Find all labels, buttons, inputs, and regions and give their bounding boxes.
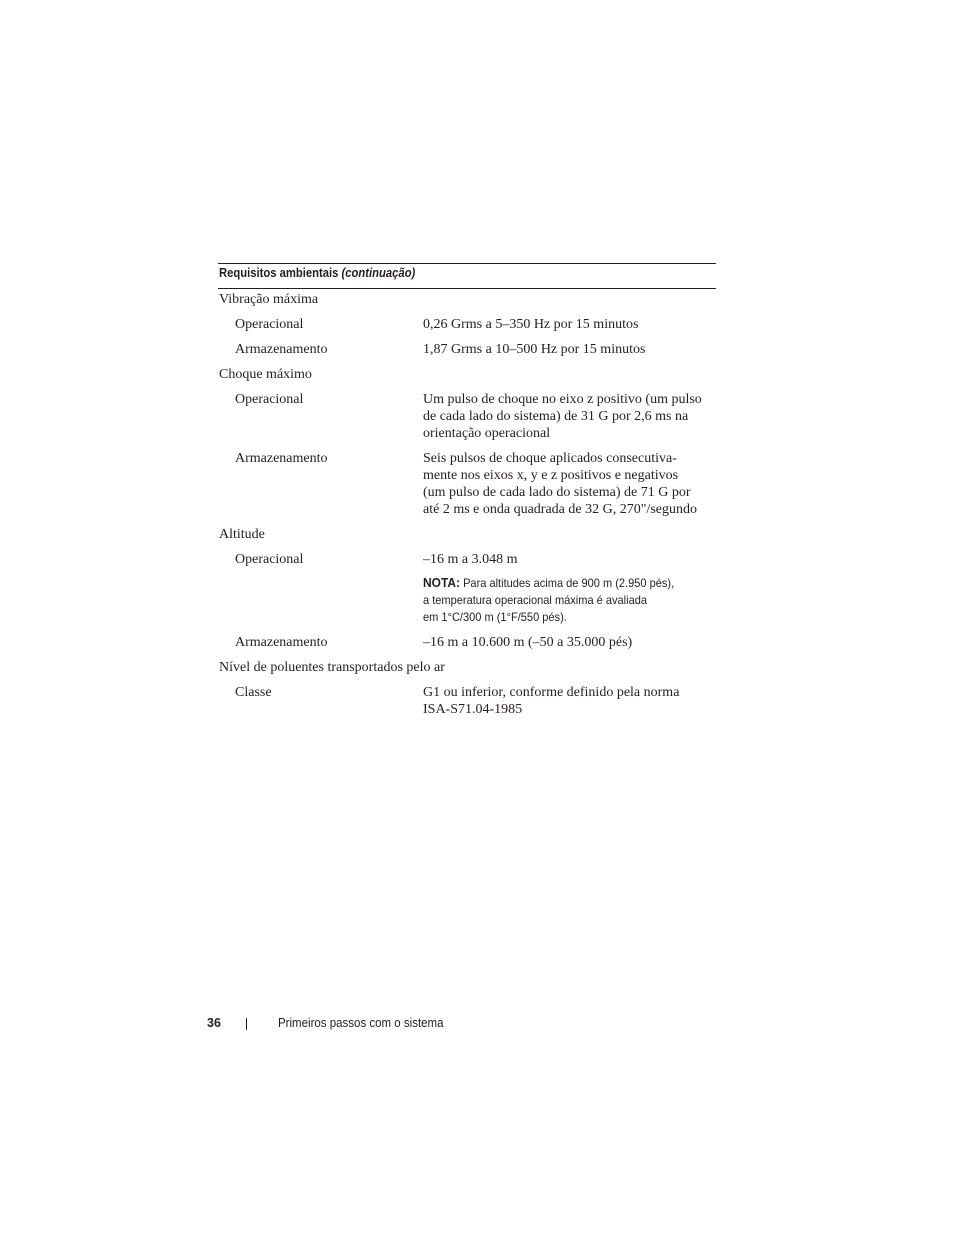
- footer-divider: [246, 1018, 247, 1030]
- section-title: Primeiros passos com o sistema: [278, 1016, 444, 1030]
- shock-storage-line: mente nos eixos x, y e z positivos e negativos: [423, 468, 679, 483]
- shock-storage-line: Seis pulsos de choque aplicados consecutiva-: [423, 451, 677, 466]
- airborne-group-label: Nível de poluentes transportados pelo ar: [219, 660, 445, 675]
- altitude-storage-label: Armazenamento: [235, 635, 328, 650]
- altitude-operational-label: Operacional: [235, 552, 304, 567]
- shock-group-label: Choque máximo: [219, 367, 312, 382]
- shock-storage-line: até 2 ms e onda quadrada de 32 G, 270"/segundo: [423, 502, 697, 517]
- airborne-class-label: Classe: [235, 685, 272, 700]
- shock-operational-value: [423, 391, 718, 442]
- vibration-group-label: Vibração máxima: [219, 292, 319, 307]
- table-title-suffix: (continuação): [341, 266, 416, 280]
- altitude-storage-value: –16 m a 10.600 m (–50 a 35.000 pés): [423, 635, 633, 650]
- vibration-storage-value: 1,87 Grms a 10–500 Hz por 15 minutos: [423, 342, 646, 357]
- vibration-storage-label: Armazenamento: [235, 342, 328, 357]
- vibration-operational-value: 0,26 Grms a 5–350 Hz por 15 minutos: [423, 317, 639, 332]
- note-line: a temperatura operacional máxima é avaliada: [423, 593, 647, 607]
- page-number: 36: [207, 1016, 221, 1030]
- airborne-class-line: G1 ou inferior, conforme definido pela norma: [423, 685, 680, 700]
- airborne-class-value: [423, 684, 718, 718]
- shock-operational-line: orientação operacional: [423, 426, 551, 441]
- shock-operational-line: de cada lado do sistema) de 31 G por 2,6 ms na: [423, 409, 689, 424]
- altitude-operational-value: –16 m a 3.048 m: [423, 552, 518, 567]
- shock-operational-line: Um pulso de choque no eixo z positivo (um pulso: [423, 392, 702, 407]
- shock-storage-label: Armazenamento: [235, 451, 328, 466]
- shock-operational-label: Operacional: [235, 392, 304, 407]
- note-line: [423, 574, 674, 592]
- note-label: NOTA:: [423, 575, 460, 590]
- table-title: [219, 266, 415, 280]
- altitude-note: [423, 574, 696, 626]
- note-text: Para altitudes acima de 900 m (2.950 pés),: [463, 576, 675, 590]
- table-title-text: Requisitos ambientais: [219, 266, 339, 280]
- shock-storage-line: (um pulso de cada lado do sistema) de 71 G por: [423, 485, 691, 500]
- table-header-rule: [218, 288, 716, 289]
- vibration-operational-label: Operacional: [235, 317, 304, 332]
- table-top-rule: [218, 263, 716, 264]
- airborne-class-line: ISA-S71.04-1985: [423, 702, 523, 717]
- shock-storage-value: [423, 450, 718, 518]
- note-line: em 1°C/300 m (1°F/550 pés).: [423, 610, 567, 624]
- altitude-group-label: Altitude: [219, 527, 265, 542]
